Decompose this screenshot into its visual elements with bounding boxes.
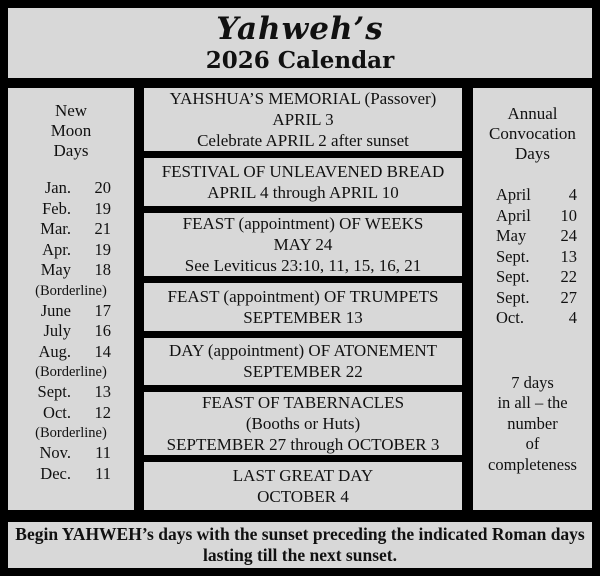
convocation-panel — [473, 88, 592, 510]
convocation-row — [473, 288, 592, 309]
new-moon-row — [8, 443, 134, 464]
feast-box-last-great-day — [144, 462, 462, 510]
day-value: 13 — [94, 382, 111, 401]
month-label: May — [496, 226, 527, 245]
feast-line: SEPTEMBER 13 — [243, 307, 363, 327]
new-moon-row — [8, 240, 134, 261]
new-moon-row — [8, 321, 134, 342]
month-label: Oct. — [496, 308, 524, 327]
month-label: Oct. — [43, 402, 71, 422]
title-box — [8, 8, 592, 78]
day-value: 16 — [94, 321, 111, 340]
feast-box-atonement — [144, 338, 462, 386]
day-value: 22 — [560, 267, 577, 286]
day-value: 12 — [94, 402, 111, 422]
day-value: 24 — [560, 226, 577, 245]
month-label: Sept. — [496, 287, 530, 307]
day-value: 27 — [560, 287, 577, 307]
feast-box-unleavened-bread — [144, 158, 462, 206]
month-label: Dec. — [40, 463, 71, 483]
month-label: Sept. — [37, 382, 71, 401]
new-moon-row — [8, 382, 134, 403]
month-label: May — [40, 260, 71, 279]
convocation-header: Annual Convocation Days — [489, 104, 576, 163]
completeness-note: 7 days in all – the number of completeness — [488, 372, 577, 474]
feast-line: LAST GREAT DAY — [232, 466, 374, 486]
month-label: Sept. — [496, 246, 530, 266]
day-value: 20 — [94, 178, 111, 197]
page-subtitle: 2026 Calendar — [205, 47, 395, 74]
footer-note-box — [8, 522, 592, 568]
new-moon-row — [8, 342, 134, 363]
feast-line: Celebrate APRIL 2 after sunset — [197, 131, 409, 150]
feast-box-trumpets — [144, 283, 462, 331]
borderline-note: (Borderline) — [35, 425, 107, 441]
month-label: Aug. — [38, 341, 71, 361]
feast-box-weeks — [144, 213, 462, 276]
day-value: 19 — [94, 239, 111, 259]
feast-line: MAY 24 — [273, 234, 333, 254]
day-value: 19 — [94, 198, 111, 218]
feast-line: APRIL 3 — [272, 110, 334, 129]
feasts-column — [144, 88, 462, 510]
convocation-row — [473, 247, 592, 268]
day-value: 17 — [94, 300, 111, 320]
convocation-row — [473, 308, 592, 329]
new-moon-row — [8, 464, 134, 485]
month-label: April — [496, 205, 531, 225]
day-value: 10 — [560, 205, 577, 225]
month-label: Sept. — [496, 267, 530, 286]
month-label: June — [40, 300, 71, 320]
month-label: July — [43, 321, 71, 340]
new-moon-row — [8, 199, 134, 220]
new-moon-panel — [8, 88, 134, 510]
feast-line: FEAST OF TABERNACLES — [201, 393, 405, 413]
month-label: Apr. — [42, 239, 71, 259]
feast-line: OCTOBER 4 — [257, 487, 349, 507]
feast-line: APRIL 4 through APRIL 10 — [207, 182, 399, 202]
day-value: 11 — [95, 463, 111, 483]
feast-line: DAY (appointment) OF ATONEMENT — [168, 341, 438, 361]
feast-line: YAHSHUA’S MEMORIAL (Passover) — [169, 89, 437, 108]
feast-box-tabernacles — [144, 392, 462, 455]
month-label: Jan. — [44, 178, 71, 197]
feast-line: SEPTEMBER 22 — [243, 362, 363, 382]
feast-line: FEAST (appointment) OF WEEKS — [182, 213, 424, 233]
convocation-row — [473, 267, 592, 288]
borderline-note: (Borderline) — [35, 282, 107, 299]
feast-line: See Leviticus 23:10, 11, 15, 16, 21 — [184, 255, 422, 275]
convocation-row — [473, 185, 592, 206]
day-value: 18 — [94, 260, 111, 279]
feast-line: FESTIVAL OF UNLEAVENED BREAD — [161, 161, 445, 181]
day-value: 21 — [94, 219, 111, 238]
feast-line: FEAST (appointment) OF TRUMPETS — [167, 286, 439, 306]
main-row — [8, 88, 592, 510]
day-value: 4 — [568, 308, 577, 327]
feast-box-passover — [144, 88, 462, 151]
convocation-list — [473, 185, 592, 329]
month-label: Feb. — [42, 198, 71, 218]
month-label: Mar. — [40, 219, 71, 238]
borderline-note: (Borderline) — [35, 364, 107, 380]
convocation-row — [473, 206, 592, 227]
new-moon-row — [8, 301, 134, 322]
new-moon-list — [8, 178, 134, 484]
new-moon-row — [8, 403, 134, 424]
month-label: April — [496, 185, 531, 204]
footer-text: Begin YAHWEH’s days with the sunset preceding the indicated Roman days lasting till the next sunset. — [15, 524, 585, 565]
page-title: Yahweh’s — [216, 11, 384, 47]
feast-line: (Booths or Huts) — [245, 414, 361, 434]
feast-line: SEPTEMBER 27 through OCTOBER 3 — [166, 435, 440, 455]
new-moon-row — [8, 219, 134, 240]
new-moon-row — [8, 178, 134, 199]
day-value: 4 — [568, 185, 577, 204]
day-value: 13 — [560, 246, 577, 266]
convocation-row — [473, 226, 592, 247]
day-value: 11 — [95, 443, 111, 462]
day-value: 14 — [94, 341, 111, 361]
new-moon-header: New Moon Days — [50, 101, 92, 160]
new-moon-row — [8, 260, 134, 281]
month-label: Nov. — [39, 443, 71, 462]
